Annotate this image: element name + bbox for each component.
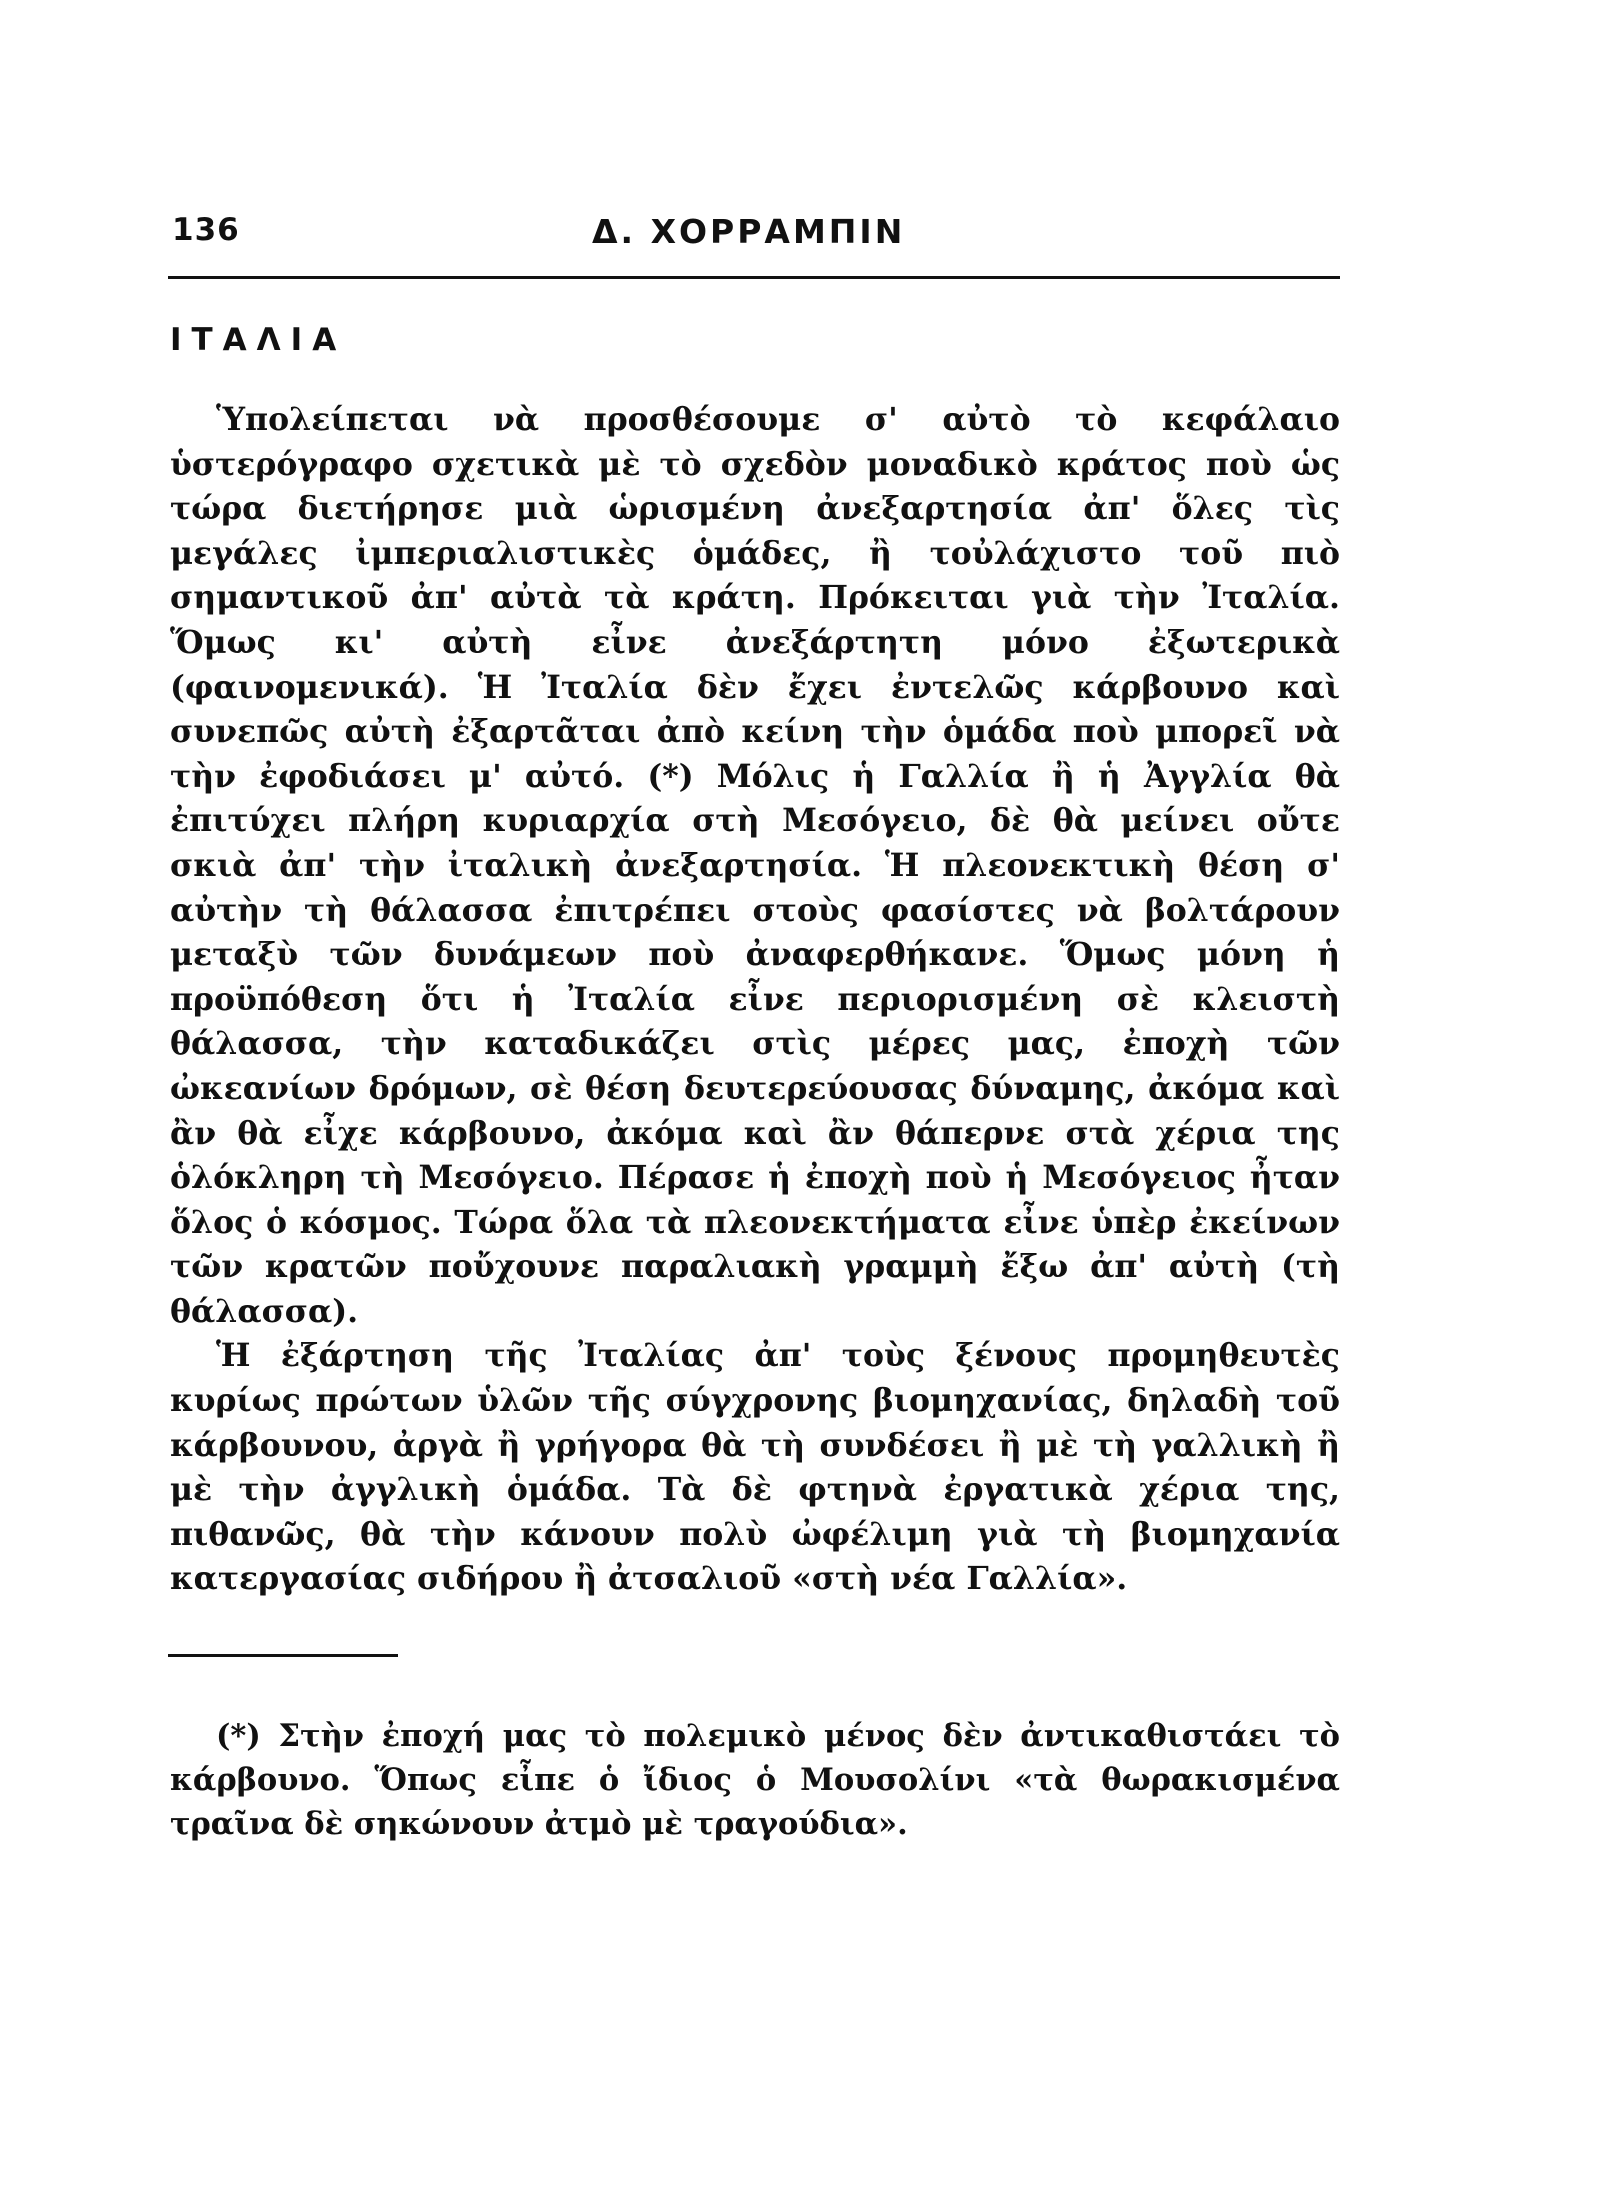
page-header bbox=[172, 212, 1340, 272]
paragraph: Ὑπολείπεται νὰ προσθέσουμε σ' αὐτὸ τὸ κεφάλαιο ὑστερόγραφο σχετικὰ μὲ τὸ σχεδὸν μοναδικὸ κράτος ποὺ ὡς τώρα διετήρησε μιὰ ὡρισμένη ἀνεξαρτησία ἀπ' ὅλες τὶς μεγάλες ἰμπεριαλιστικὲς ὁμάδες, ἢ τοὐλάχιστο τοῦ πιὸ σημαντικοῦ ἀπ' αὐτὰ τὰ κράτη. Πρόκειται γιὰ τὴν Ἰταλία. Ὅμως κι' αὐτὴ εἶνε ἀνεξάρτητη μόνο ἐξωτερικὰ (φαινομενικά). Ἡ Ἰταλία δὲν ἔχει ἐντελῶς κάρβουνο καὶ συνεπῶς αὐτὴ ἐξαρτᾶται ἀπὸ κείνη τὴν ὁμάδα ποὺ μπορεῖ νὰ τὴν ἐφοδιάσει μ' αὐτό. (*) Μόλις ἡ Γαλλία ἢ ἡ Ἀγγλία θὰ ἐπιτύχει πλήρη κυριαρχία στὴ Μεσόγειο, δὲ θὰ μείνει οὔτε σκιὰ ἀπ' τὴν ἰταλικὴ ἀνεξαρτησία. Ἡ πλεονεκτικὴ θέση σ' αὐτὴν τὴ θάλασσα ἐπιτρέπει στοὺς φασίστες νὰ βολτάρουν μεταξὺ τῶν δυνάμεων ποὺ ἀναφερθήκανε. Ὅμως μόνη ἡ προϋπόθεση ὅτι ἡ Ἰταλία εἶνε περιορισμένη σὲ κλειστὴ θάλασσα, τὴν καταδικάζει στὶς μέρες μας, ἐποχὴ τῶν ὠκεανίων δρόμων, σὲ θέση δευτερεύουσας δύναμης, ἀκόμα καὶ ἂν θὰ εἶχε κάρβουνο, ἀκόμα καὶ ἂν θάπερνε στὰ χέρια της ὁλόκληρη τὴ Μεσόγειο. Πέρασε ἡ ἐποχὴ ποὺ ἡ Μεσόγειος ἦταν ὅλος ὁ κόσμος. Τώρα ὅλα τὰ πλεονεκτήματα εἶνε ὑπὲρ ἐκείνων τῶν κρατῶν ποὔχουνε παραλιακὴ γραμμὴ ἔξω ἀπ' αὐτὴ (τὴ θάλασσα). bbox=[170, 401, 1340, 1330]
page-number: 136 bbox=[172, 212, 240, 248]
footnote: (*) Στὴν ἐποχή μας τὸ πολεμικὸ μένος δὲν ἀντικαθιστάει τὸ κάρβουνο. Ὅπως εἶπε ὁ ἴδιος ὁ Μουσολίνι «τὰ θωρακισμένα τραῖνα δὲ σηκώνουν ἀτμὸ μὲ τραγούδια». bbox=[170, 1718, 1340, 1842]
section-title: ΙΤΑΛΙΑ bbox=[170, 322, 347, 358]
body-text bbox=[170, 398, 1340, 1602]
header-rule bbox=[168, 276, 1340, 279]
paragraph: Ἡ ἐξάρτηση τῆς Ἰταλίας ἀπ' τοὺς ξένους προμηθευτὲς κυρίως πρώτων ὑλῶν τῆς σύγχρονης βιομηχανίας, δηλαδὴ τοῦ κάρβουνου, ἀργὰ ἢ γρήγορα θὰ τὴ συνδέσει ἢ μὲ τὴ γαλλικὴ ἢ μὲ τὴν ἀγγλικὴ ὁμάδα. Τὰ δὲ φτηνὰ ἐργατικὰ χέρια της, πιθανῶς, θὰ τὴν κάνουν πολὺ ὠφέλιμη γιὰ τὴ βιομηχανία κατεργασίας σιδήρου ἢ ἀτσαλιοῦ «στὴ νέα Γαλλία». bbox=[170, 1337, 1340, 1598]
running-head: Δ. ΧΟΡΡΑΜΠΙΝ bbox=[592, 212, 906, 251]
footnote-rule bbox=[168, 1654, 398, 1657]
